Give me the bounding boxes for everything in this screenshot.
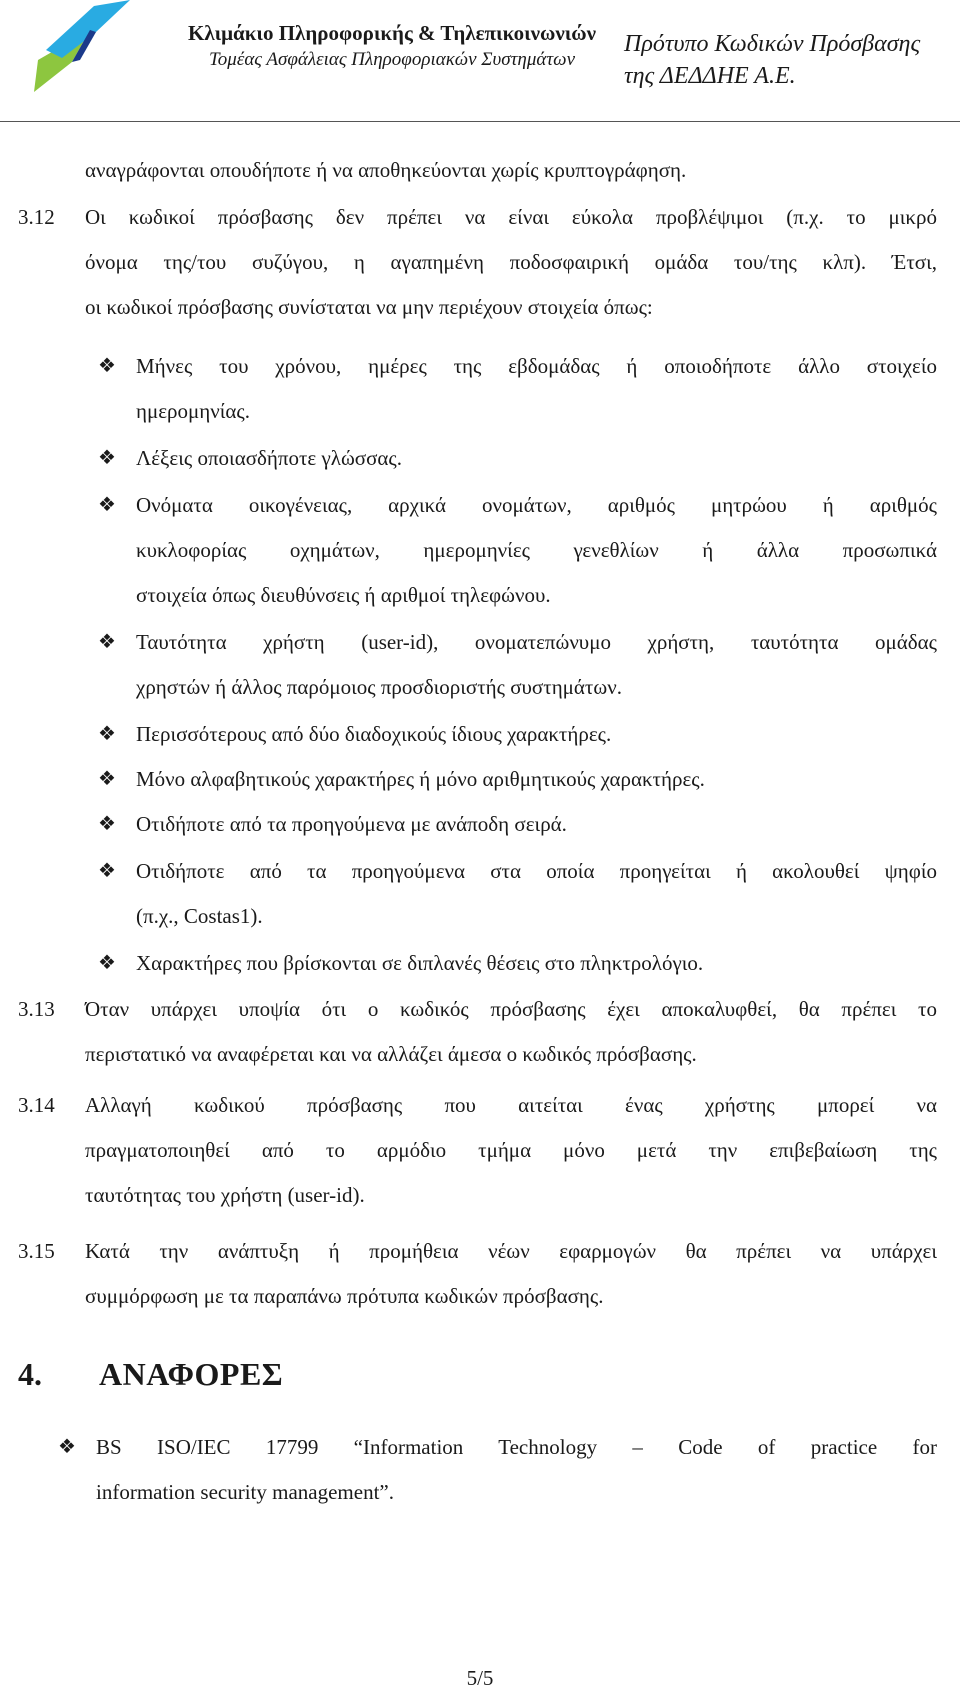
clause-3-12-line1: Οι κωδικοί πρόσβασης δεν πρέπει να είναι εύκολα προβλέψιμοι (π.χ. το μικρό [85, 205, 937, 229]
list-item-line: Λέξεις οποιασδήποτε γλώσσας. [136, 446, 402, 470]
diamond-bullet-icon: ❖ [98, 768, 116, 790]
organization-name [172, 19, 612, 73]
list-item-line: χρηστών ή άλλος παρόμοιος προσδιοριστής συστημάτων. [136, 675, 622, 699]
list-item-line: Μήνες του χρόνου, ημέρες της εβδομάδας ή οποιοδήποτε άλλο στοιχείο [136, 354, 937, 378]
list-item-line: Ταυτότητα χρήστη (user-id), ονοματεπώνυμο χρήστη, ταυτότητα ομάδας [136, 630, 937, 654]
clause-number-3-12: 3.12 [18, 205, 55, 229]
org-name-line1: Κλιμάκιο Πληροφορικής & Τηλεπικοινωνιών [187, 21, 596, 45]
header-divider [0, 121, 960, 122]
clause-3-14-line3: ταυτότητας του χρήστη (user-id). [85, 1183, 365, 1207]
clause-3-12-line3: οι κωδικοί πρόσβασης συνίσταται να μην περιέχουν στοιχεία όπως: [85, 295, 653, 319]
list-item-line: ημερομηνίας. [136, 399, 250, 423]
page-number: 5/5 [466, 1666, 494, 1690]
doc-title-line2: της ΔΕΔΔΗΕ Α.Ε. [624, 63, 796, 89]
clause-3-15-line2: συμμόρφωση με τα παραπάνω πρότυπα κωδικών πρόσβασης. [85, 1284, 604, 1308]
document-title [624, 28, 956, 92]
logo-blue-shape [46, 0, 130, 58]
section-number: 4. [18, 1356, 42, 1392]
diamond-bullet-icon: ❖ [98, 355, 116, 377]
list-item-line: Ονόματα οικογένειας, αρχικά ονομάτων, αριθμός μητρώου ή αριθμός [136, 493, 937, 517]
clause-3-14-line1: Αλλαγή κωδικού πρόσβασης που αιτείται ένας χρήστης μπορεί να [85, 1093, 937, 1117]
clause-number-3-13: 3.13 [18, 997, 55, 1021]
diamond-bullet-icon: ❖ [98, 447, 116, 469]
list-item-line: Οτιδήποτε από τα προηγούμενα στα οποία προηγείται ή ακολουθεί ψηφίο [136, 859, 937, 883]
doc-title-line1: Πρότυπο Κωδικών Πρόσβασης [624, 31, 921, 57]
clause-number-3-14: 3.14 [18, 1093, 55, 1117]
diamond-bullet-icon: ❖ [98, 813, 116, 835]
clause-3-13-line1: Όταν υπάρχει υποψία ότι ο κωδικός πρόσβασης έχει αποκαλυφθεί, θα πρέπει το [85, 997, 937, 1021]
page-header [0, 0, 960, 125]
list-item-line: στοιχεία όπως διευθύνσεις ή αριθμοί τηλεφώνου. [136, 583, 551, 607]
list-item-line: Περισσότερους από δύο διαδοχικούς ίδιους χαρακτήρες. [136, 722, 612, 746]
continued-line: αναγράφονται οπουδήποτε ή να αποθηκεύονται χωρίς κρυπτογράφηση. [85, 158, 687, 182]
diamond-bullet-icon: ❖ [98, 631, 116, 653]
clause-3-13-line2: περιστατικό να αναφέρεται και να αλλάζει άμεσα ο κωδικός πρόσβασης. [85, 1042, 697, 1066]
section-title: ΑΝΑΦΟΡΕΣ [99, 1356, 284, 1392]
reference-line1: BS ISO/IEC 17799 “Information Technology – Code of practice for [96, 1435, 937, 1459]
clause-3-12-line2: όνομα της/του συζύγου, η αγαπημένη ποδοσφαιρική ομάδα του/της κλπ). Έτσι, [85, 250, 937, 274]
list-item-line: Μόνο αλφαβητικούς χαρακτήρες ή μόνο αριθμητικούς χαρακτήρες. [136, 767, 705, 791]
company-logo [32, 0, 134, 94]
clause-3-14-line2: πραγματοποιηθεί από το αρμόδιο τμήμα μόνο μετά την επιβεβαίωση της [85, 1138, 937, 1162]
diamond-bullet-icon: ❖ [98, 860, 116, 882]
list-item-line: Οτιδήποτε από τα προηγούμενα με ανάποδη σειρά. [136, 812, 567, 836]
clause-number-3-15: 3.15 [18, 1239, 55, 1263]
diamond-bullet-icon: ❖ [98, 952, 116, 974]
clause-3-15-line1: Κατά την ανάπτυξη ή προμήθεια νέων εφαρμογών θα πρέπει να υπάρχει [85, 1239, 937, 1263]
reference-line2: information security management”. [96, 1480, 394, 1504]
list-item-line: (π.χ., Costas1). [136, 904, 263, 928]
diamond-bullet-icon: ❖ [98, 494, 116, 516]
org-name-line2: Τομέας Ασφάλειας Πληροφοριακών Συστημάτων [208, 49, 576, 70]
diamond-bullet-icon: ❖ [58, 1436, 76, 1458]
list-item-line: Χαρακτήρες που βρίσκονται σε διπλανές θέσεις στο πληκτρολόγιο. [136, 951, 704, 975]
list-item-line: κυκλοφορίας οχημάτων, ημερομηνίες γενεθλίων ή άλλα προσωπικά [136, 538, 937, 562]
diamond-bullet-icon: ❖ [98, 723, 116, 745]
